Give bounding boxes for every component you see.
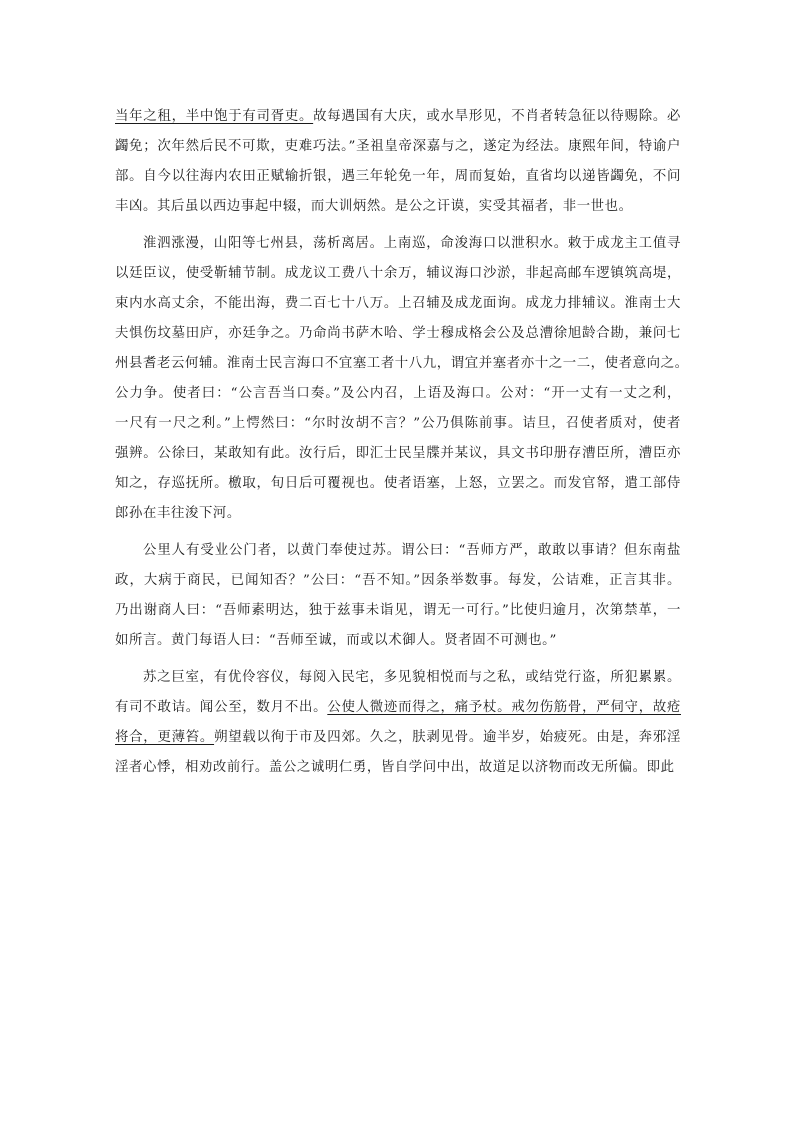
- text-line: [115, 289, 681, 319]
- text-line: [115, 566, 681, 596]
- text-line: [115, 349, 689, 379]
- text-segment: 公里人有受业公门者，以黄门奉使过苏。谓公曰：“吾师方严，敢敢以事请？但东南盐: [143, 543, 681, 558]
- text-line: [115, 663, 681, 693]
- text-line: [115, 469, 681, 499]
- text-line: [115, 102, 681, 132]
- text-segment: 公力争。使者曰：“公言吾当口奏。”及公内召，上语及海口。公对：“开一丈有一丈之利，: [115, 386, 681, 401]
- text-line: [115, 536, 681, 566]
- text-segment: 束内水高丈余，不能出海，费二百七十八万。上召辅及成龙面询。成龙力排辅议。淮南士大: [115, 296, 681, 311]
- text-line: [115, 409, 681, 439]
- text-segment: 朔望载以徇于市及四郊。久之，肤剥见骨。逾半岁，始疲死。由是，奔邪淫: [214, 730, 681, 745]
- text-segment: 蠲免；次年然后民不可欺，吏难巧法。”圣祖皇帝深嘉与之，遂定为经法。康熙年间，特谕户: [115, 139, 681, 154]
- text-segment: 知之，存巡抚所。檄取，旬日后可覆视也。使者语塞，上怒，立罢之。而发官帑，遣工部侍: [115, 476, 681, 491]
- text-segment: 淮泗涨漫，山阳等七州县，荡析离居。上南巡，命浚海口以泄积水。敕于成龙主工值寻: [143, 236, 681, 251]
- text-line: [115, 162, 681, 192]
- text-segment: 乃出谢商人曰：“吾师素明达，独于兹事未诣见，谓无一可行。”比使归逾月，次第禁革，一: [115, 603, 681, 618]
- text-segment: 强辨。公徐曰，某敢知有此。汝行后，即汇士民呈牒并某议，具文书印册存漕臣所，漕臣亦: [115, 446, 681, 461]
- text-segment: 以廷臣议，使受靳辅节制。成龙议工费八十余万，辅议海口沙淤，非起高邮车逻镇筑高堤，: [115, 266, 681, 281]
- text-segment: 州县耆老云何辅。淮南士民言海口不宜塞工者十八九，谓宜并塞者亦十之一二，使者意向之。: [115, 356, 689, 371]
- text-segment: 郎孙在丰往浚下河。: [115, 506, 241, 521]
- paragraph: [115, 102, 681, 222]
- text-line: [115, 229, 681, 259]
- text-segment: 故每遇国有大庆，或水旱形见，不肖者转急征以待赐除。必: [313, 109, 681, 124]
- text-segment: 一尺有一尺之利。”上愕然曰：“尔时汝胡不言？”公乃俱陈前事。诘旦，召使者质对，使者: [115, 416, 681, 431]
- underlined-text: 当年之租，半中饱于有司胥吏。: [115, 109, 314, 124]
- text-segment: 政，大病于商民，已闻知否？”公曰：“吾不知。”因条举数事。每发，公诘难，正言其非。: [115, 573, 681, 588]
- text-segment: 丰凶。其后虽以西边事起中辍，而大训炳然。是公之讦谟，实受其福者，非一世也。: [115, 199, 633, 214]
- text-line: [115, 439, 681, 469]
- text-line: [115, 319, 681, 349]
- text-line: [115, 132, 681, 162]
- text-line: [115, 379, 681, 409]
- text-line: [115, 723, 681, 753]
- text-segment: 部。自今以往海内农田正赋输折银，遇三年轮免一年，周而复始，直省均以递皆蠲免，不问: [115, 169, 681, 184]
- text-line: [115, 192, 681, 222]
- text-segment: 苏之巨室，有优伶容仪，每阅入民宅，多见貌相悦而与之私，或结党行盗，所犯累累。: [143, 670, 681, 685]
- text-segment: 有司不敢诘。闻公至，数月不出。: [115, 700, 328, 715]
- text-line: [115, 626, 681, 656]
- text-segment: 淫者心悸，相劝改前行。盖公之诚明仁勇，皆自学问中出，故道足以济物而改无所偏。即此: [115, 760, 675, 775]
- text-line: [115, 753, 681, 783]
- document-body: [115, 102, 689, 783]
- text-line: [115, 596, 681, 626]
- text-line: [115, 693, 681, 723]
- paragraph: [115, 229, 689, 529]
- text-line: [115, 259, 681, 289]
- text-segment: 夫惧伤坟墓田庐，亦廷争之。乃命尚书萨木哈、学士穆成格会公及总漕徐旭龄合勘，兼问七: [115, 326, 681, 341]
- underlined-text: 公使人微迹而得之，痛予杖。戒勿伤筋骨，严伺守，故疮: [327, 700, 681, 715]
- underlined-text: 将合，更薄笞。: [115, 730, 215, 745]
- text-segment: 如所言。黄门每语人曰：“吾师至诚，而或以术御人。贤者固不可测也。”: [115, 633, 557, 648]
- paragraph: [115, 536, 681, 656]
- paragraph: [115, 663, 681, 783]
- text-line: [115, 499, 681, 529]
